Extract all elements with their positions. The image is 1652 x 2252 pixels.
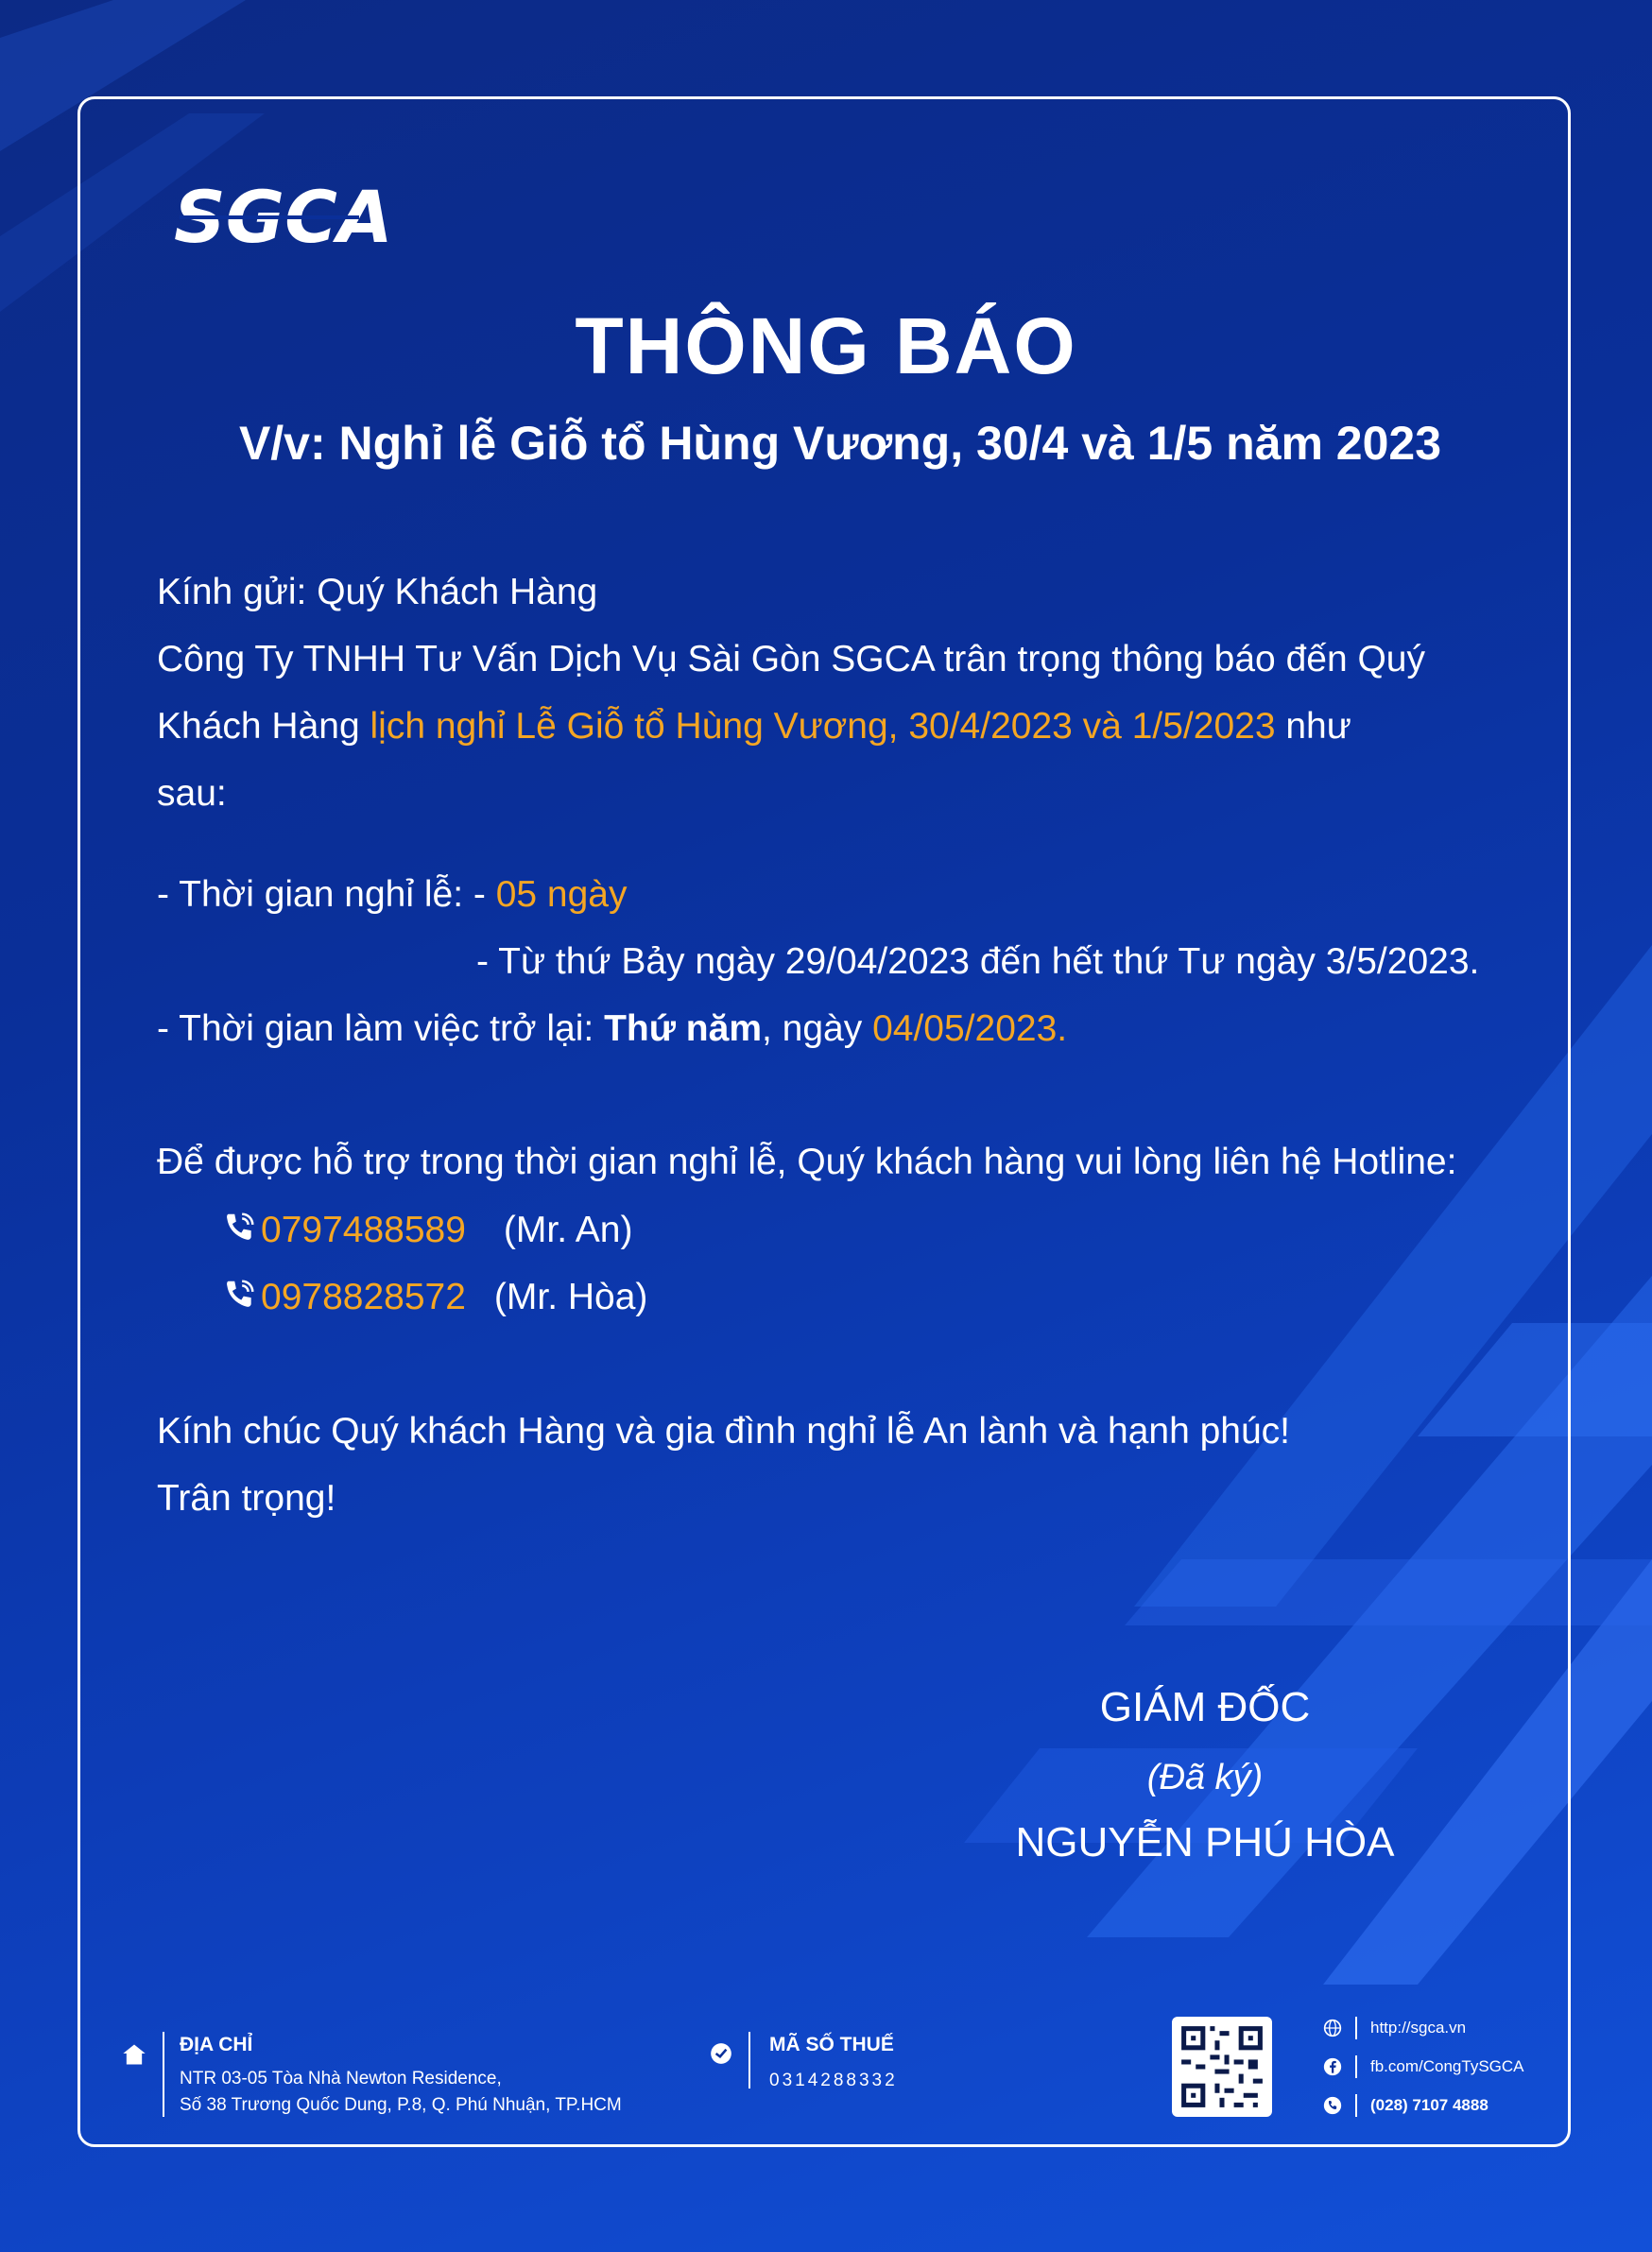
page-title: THÔNG BÁO [575, 301, 1077, 390]
website-link[interactable]: http://sgca.vn [1370, 2019, 1467, 2037]
address-label: ĐỊA CHỈ [180, 2034, 253, 2055]
globe-icon [1323, 2019, 1342, 2037]
intro-highlight: lịch nghỉ Lễ Giỗ tổ Hùng Vương, 30/4/2023 và 1/5/2023 [370, 706, 1276, 747]
phone-icon [221, 1277, 257, 1313]
hotline-number[interactable]: 0797488589 [261, 1210, 466, 1250]
leave-days: 05 ngày [495, 874, 628, 915]
divider [163, 2032, 164, 2117]
intro-line-3: sau: [157, 773, 227, 814]
signer-name: NGUYỄN PHÚ HÒA [1015, 1819, 1395, 1865]
svg-text:SGCA: SGCA [174, 180, 393, 255]
hotline-row [221, 1207, 632, 1254]
page-subtitle: V/v: Nghỉ lễ Giỗ tổ Hùng Vương, 30/4 và 1/5 năm 2023 [238, 417, 1442, 470]
tax-label: MÃ SỐ THUẾ [769, 2034, 894, 2055]
return-date: 04/05/2023. [872, 1008, 1068, 1049]
wishes: Kính chúc Quý khách Hàng và gia đình nghỉ lễ An lành và hạnh phúc! [157, 1411, 1291, 1452]
signed-note: (Đã ký) [1146, 1758, 1264, 1797]
divider [749, 2032, 750, 2089]
home-icon [121, 2041, 147, 2068]
greeting: Kính gửi: Quý Khách Hàng [157, 572, 598, 612]
intro-line-1: Công Ty TNHH Tư Vấn Dịch Vụ Sài Gòn SGCA trân trọng thông báo đến Quý [157, 639, 1425, 679]
phone-icon [221, 1210, 257, 1246]
footer-phone[interactable]: (028) 7107 4888 [1370, 2096, 1489, 2114]
leave-label: - Thời gian nghỉ lễ: - [157, 874, 496, 915]
hotline-number[interactable]: 0978828572 [261, 1277, 466, 1317]
return-date-line [157, 1006, 1067, 1053]
intro-prefix: Khách Hàng [157, 706, 370, 747]
divider [1355, 2055, 1357, 2078]
facebook-icon [1323, 2057, 1342, 2076]
return-day: Thứ năm [604, 1008, 762, 1049]
phone-icon [1323, 2096, 1342, 2115]
qr-code [1172, 2017, 1272, 2117]
leave-duration [157, 871, 628, 919]
leave-range: - Từ thứ Bảy ngày 29/04/2023 đến hết thứ Tư ngày 3/5/2023. [476, 941, 1480, 982]
intro-suffix: như [1275, 706, 1351, 747]
facebook-link[interactable]: fb.com/CongTySGCA [1370, 2057, 1524, 2075]
return-label: - Thời gian làm việc trở lại: [157, 1008, 605, 1049]
signer-position: GIÁM ĐỐC [1099, 1684, 1311, 1730]
tax-icon [709, 2041, 733, 2066]
tax-number: 0314288332 [769, 2071, 898, 2090]
address-line-2: Số 38 Trương Quốc Dung, P.8, Q. Phú Nhuận, TP.HCM [180, 2095, 622, 2115]
sgca-logo [170, 180, 454, 255]
hotline-contact-name: (Mr. An) [503, 1210, 633, 1250]
closing: Trân trọng! [157, 1478, 336, 1519]
divider [1355, 2017, 1357, 2039]
address-line-1: NTR 03-05 Tòa Nhà Newton Residence, [180, 2069, 502, 2089]
divider [1355, 2094, 1357, 2117]
return-mid: , ngày [762, 1008, 873, 1049]
hotline-contact-name: (Mr. Hòa) [493, 1277, 648, 1317]
hotline-row [221, 1274, 647, 1321]
support-line: Để được hỗ trợ trong thời gian nghỉ lễ, Quý khách hàng vui lòng liên hệ Hotline: [157, 1142, 1457, 1182]
intro-line-2 [157, 703, 1351, 750]
